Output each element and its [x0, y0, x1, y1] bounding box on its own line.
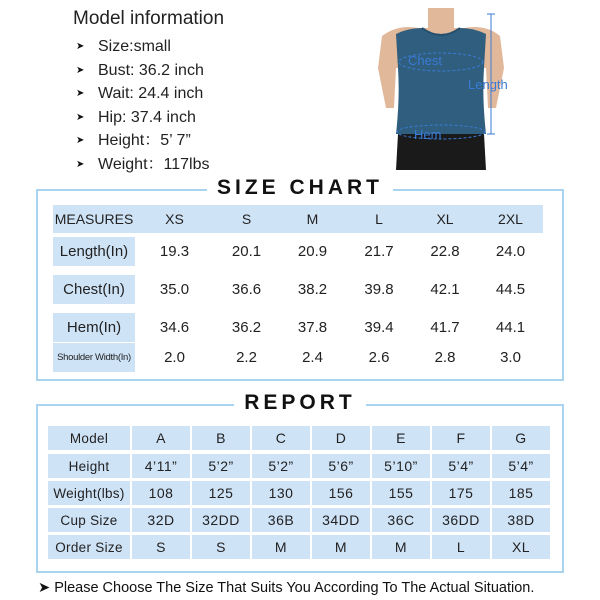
size-chart-row [53, 275, 543, 304]
table-cell: 38.2 [297, 281, 328, 298]
row-label: Weight(lbs) [48, 481, 130, 505]
length-label: Length [468, 77, 508, 92]
row-label: Cup Size [48, 508, 130, 532]
report-title: REPORT [0, 391, 600, 415]
arrow-bullet-icon: ➤ [76, 111, 85, 123]
table-cell: 125 [192, 481, 250, 505]
table-cell: 36DD [432, 508, 490, 532]
row-label: Hem(In) [53, 313, 135, 342]
table-cell: 32D [132, 508, 190, 532]
footer-note [38, 580, 534, 596]
size-chart-row [53, 237, 543, 266]
measures-header: MEASURES [54, 211, 134, 227]
size-header: L [375, 211, 383, 227]
table-cell: 21.7 [364, 243, 394, 260]
model-info-item: ➤ Size:small [73, 35, 224, 59]
table-cell: 38D [492, 508, 550, 532]
table-cell: 39.4 [364, 319, 394, 336]
arrow-bullet-icon: ➤ [76, 88, 85, 99]
row-label: Length(In) [53, 237, 135, 266]
table-cell: 2.2 [236, 349, 257, 366]
size-header: S [241, 211, 252, 227]
table-cell: A [132, 426, 190, 450]
model-info-item: ➤ Bust: 36.2 inch [73, 59, 224, 83]
table-cell: 155 [372, 481, 430, 505]
table-cell: M [252, 535, 310, 559]
table-cell: 5’10” [372, 454, 430, 478]
table-cell: 44.1 [495, 319, 526, 336]
table-cell: C [252, 426, 310, 450]
table-cell: M [312, 535, 370, 559]
model-photo [368, 8, 518, 170]
report-row [48, 508, 550, 532]
table-cell: 20.1 [231, 243, 262, 260]
report-row [48, 426, 550, 450]
table-cell: 34DD [312, 508, 370, 532]
row-label: Height [48, 454, 130, 478]
table-cell: 42.1 [430, 281, 460, 298]
arrow-icon: ➤ [38, 580, 51, 596]
row-label: Order Size [48, 535, 130, 559]
table-cell: B [192, 426, 250, 450]
table-cell: 185 [492, 481, 550, 505]
table-cell: 3.0 [500, 349, 521, 366]
table-cell: 20.9 [297, 243, 328, 260]
table-cell: 5’2” [192, 454, 250, 478]
model-info-item: ➤ Hip: 37.4 inch [73, 106, 224, 130]
table-cell: 44.5 [495, 281, 526, 298]
table-cell: 36.2 [231, 319, 262, 336]
table-cell: S [192, 535, 250, 559]
model-info-list [73, 35, 224, 176]
table-cell: M [372, 535, 430, 559]
table-cell: D [312, 426, 370, 450]
table-cell: 36B [252, 508, 310, 532]
size-header: XL [436, 211, 454, 227]
row-label: Model [48, 426, 130, 450]
arrow-bullet-icon: ➤ [76, 135, 85, 146]
row-label: Chest(In) [53, 275, 135, 304]
row-label: Shoulder Width(In) [53, 343, 135, 372]
model-info-item: ➤ Weight：117lbs [73, 153, 224, 177]
table-cell: 130 [252, 481, 310, 505]
size-chart-row [53, 313, 543, 342]
table-cell: 5’2” [252, 454, 310, 478]
table-cell: E [372, 426, 430, 450]
table-cell: 4’11” [132, 454, 190, 478]
model-info-item: ➤ Wait: 24.4 inch [73, 82, 224, 106]
size-header: XS [165, 211, 184, 227]
table-cell: S [132, 535, 190, 559]
size-header: M [306, 211, 319, 227]
table-cell: 36C [372, 508, 430, 532]
table-cell: 156 [312, 481, 370, 505]
report-row [48, 454, 550, 478]
table-cell: F [432, 426, 490, 450]
table-cell: 2.8 [434, 349, 456, 366]
table-cell: 2.6 [368, 349, 390, 366]
report-row [48, 481, 550, 505]
table-cell: 34.6 [159, 319, 190, 336]
table-cell: 41.7 [430, 319, 460, 336]
table-cell: 175 [432, 481, 490, 505]
table-cell: 5’4” [492, 454, 550, 478]
footer-text: Please Choose The Size That Suits You According To The Actual Situation. [54, 580, 535, 596]
model-info-item: ➤ Height：5’ 7” [73, 129, 224, 153]
table-cell: 22.8 [430, 243, 460, 260]
table-cell: 37.8 [297, 319, 328, 336]
table-cell: 19.3 [159, 243, 190, 260]
table-cell: 5’6” [312, 454, 370, 478]
table-cell: 2.0 [164, 349, 185, 366]
size-chart-header-row [53, 205, 543, 233]
table-cell: 32DD [192, 508, 250, 532]
hem-label: Hem [414, 127, 442, 142]
size-chart-row [53, 343, 543, 372]
model-information [73, 8, 224, 176]
table-cell: 2.4 [302, 349, 323, 366]
table-cell: 39.8 [364, 281, 394, 298]
table-cell: 36.6 [231, 281, 262, 298]
table-cell: G [492, 426, 550, 450]
arrow-bullet-icon: ➤ [76, 41, 85, 52]
table-cell: 24.0 [495, 243, 526, 260]
table-cell: L [432, 535, 490, 559]
size-header: 2XL [498, 211, 523, 227]
table-cell: 35.0 [159, 281, 190, 298]
model-info-title: Model information [73, 8, 225, 29]
size-chart-title: SIZE CHART [0, 176, 600, 200]
report-row [48, 535, 550, 559]
arrow-bullet-icon: ➤ [76, 64, 85, 76]
arrow-bullet-icon: ➤ [76, 158, 85, 170]
chest-label: Chest [408, 53, 442, 68]
table-cell: 108 [132, 481, 190, 505]
table-cell: XL [492, 535, 550, 559]
table-cell: 5’4” [432, 454, 490, 478]
